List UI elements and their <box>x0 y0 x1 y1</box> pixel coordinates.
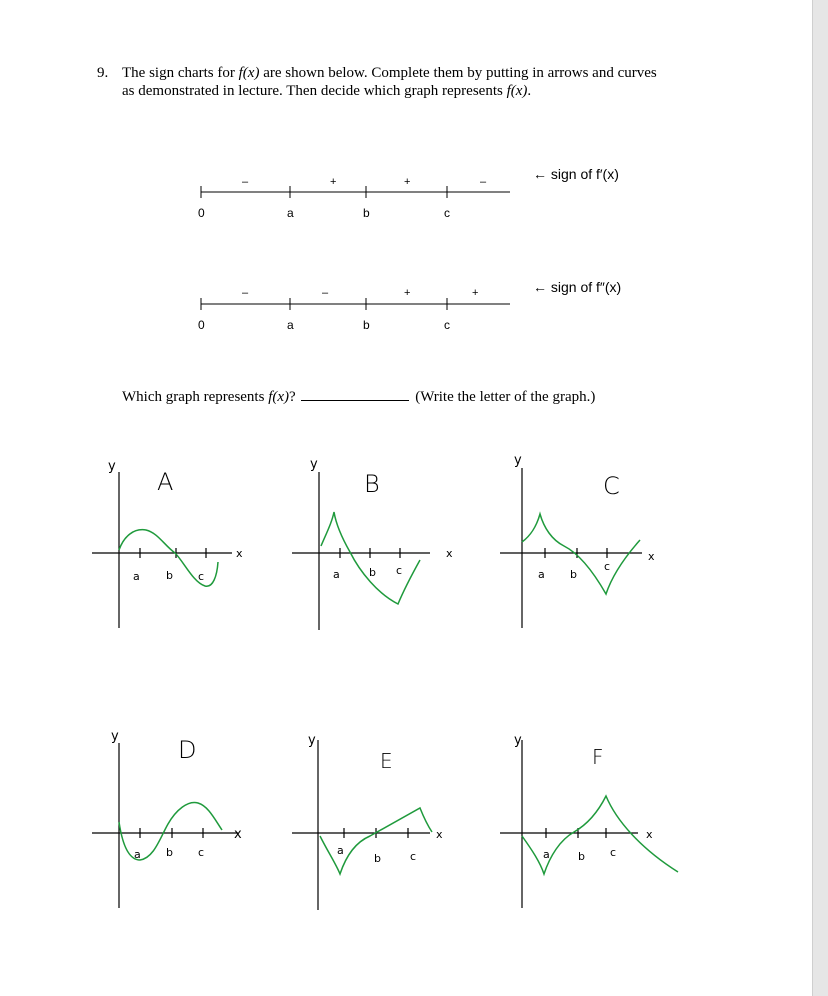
tick-label: a <box>333 568 340 581</box>
tick-label: c <box>198 570 205 583</box>
y-axis-label: y <box>514 733 522 748</box>
tick-label: b <box>363 318 370 332</box>
graph-f[interactable] <box>500 733 678 908</box>
second-derivative-sign-chart <box>201 298 510 310</box>
x-axis-label: x <box>436 828 443 841</box>
x-axis-label: x <box>234 827 242 842</box>
first-derivative-label: ← sign of f′(x) <box>533 166 619 182</box>
y-axis-label: y <box>308 733 316 748</box>
graph-c[interactable] <box>500 453 655 628</box>
graph-letter: B <box>364 470 380 498</box>
tick-label: b <box>363 206 370 220</box>
tick-label: a <box>543 848 550 861</box>
function-curve <box>522 514 640 594</box>
tick-label: b <box>578 850 585 863</box>
x-axis-label: x <box>646 828 653 841</box>
tick-label: a <box>287 318 294 332</box>
answer-prompt-pre: Which graph represents <box>122 389 269 405</box>
x-axis-label: x <box>446 547 453 560</box>
sign-value: – <box>242 176 249 188</box>
tick-label: b <box>166 569 173 582</box>
sign-value: + <box>404 287 411 299</box>
tick-label: c <box>410 850 417 863</box>
tick-label: 0 <box>198 206 205 220</box>
y-axis-label: y <box>111 729 119 744</box>
question-line-2-post: . <box>527 83 532 99</box>
question-line-1-pre: The sign charts for <box>122 65 239 81</box>
graph-e[interactable] <box>292 733 443 910</box>
tick-label: c <box>610 846 617 859</box>
question-line-1-post: are shown below. Complete them by putting in arrows and curves <box>259 65 657 81</box>
question-line-2-fx: f(x) <box>506 83 528 99</box>
y-axis-label: y <box>514 453 522 468</box>
question-line-2-pre: as demonstrated in lecture. Then decide which graph represents <box>122 83 507 99</box>
tick-label: a <box>134 848 141 861</box>
tick-label: 0 <box>198 318 205 332</box>
graph-letter: F <box>592 745 604 769</box>
sign-value: + <box>404 176 411 188</box>
graph-d[interactable] <box>92 729 242 908</box>
tick-label: c <box>198 846 205 859</box>
answer-hint: (Write the letter of the graph.) <box>415 389 596 405</box>
sign-value: – <box>322 287 329 299</box>
answer-prompt-fx: f(x) <box>268 389 290 405</box>
y-axis-label: y <box>310 457 318 472</box>
tick-label: b <box>166 846 173 859</box>
question-line-1-fx: f(x) <box>238 65 260 81</box>
graph-letter: A <box>157 468 174 496</box>
graph-letter: E <box>380 749 393 773</box>
tick-label: b <box>570 568 577 581</box>
graph-a[interactable] <box>92 459 243 628</box>
sign-value: – <box>242 287 249 299</box>
tick-label: a <box>133 570 140 583</box>
sign-value: + <box>330 176 337 188</box>
x-axis-label: x <box>648 550 655 563</box>
graph-b[interactable] <box>292 457 453 630</box>
answer-prompt-post: ? <box>289 389 296 405</box>
sign-value: + <box>472 287 479 299</box>
tick-label: c <box>444 318 450 332</box>
tick-label: a <box>538 568 545 581</box>
x-axis-label: x <box>236 547 243 560</box>
tick-label: c <box>604 560 611 573</box>
y-axis-label: y <box>108 459 116 474</box>
sign-value: – <box>480 176 487 188</box>
tick-label: b <box>374 852 381 865</box>
tick-label: c <box>396 564 403 577</box>
tick-label: a <box>337 844 344 857</box>
second-derivative-label: ← sign of f″(x) <box>533 279 622 295</box>
tick-label: c <box>444 206 450 220</box>
question-number: 9. <box>97 65 109 81</box>
graph-letter: C <box>603 472 620 500</box>
tick-label: a <box>287 206 294 220</box>
tick-label: b <box>369 566 376 579</box>
graph-letter: D <box>178 736 197 764</box>
